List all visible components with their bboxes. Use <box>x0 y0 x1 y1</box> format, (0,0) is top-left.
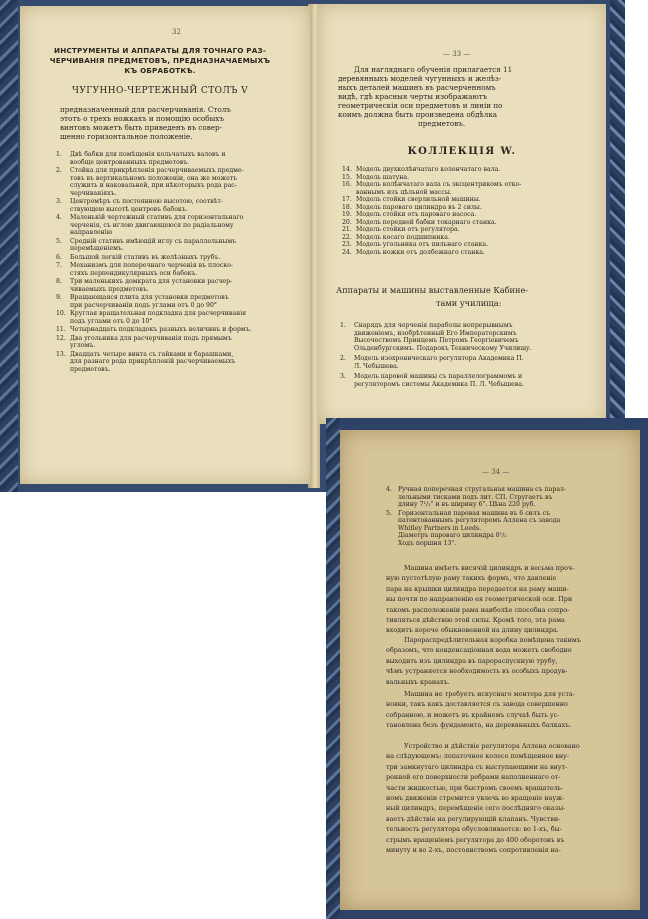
item-text-line: Дiаметръ пароваго цилиндра 8¹/₂ <box>398 532 507 539</box>
paragraph-line: ный цилиндръ, перемѣщенiе сего послѣдняго оказы- <box>386 804 566 813</box>
model-text: Модель косаго подшипника. <box>356 233 450 241</box>
list-item <box>56 335 296 350</box>
paragraph-line: на слѣдующемъ: лопаточное колесо помѣщенное вну- <box>386 752 570 761</box>
item-text-line: Ручная поперечная стругальная машина съ парал- <box>398 486 567 493</box>
item-text-line: Большой легкiй стативъ въ желѣзныхъ трубъ. <box>70 253 221 261</box>
item-number: 5. <box>386 509 392 517</box>
left-intro-line-1: предназначенный для расчерчиванiя. Столъ <box>60 105 231 114</box>
third-page <box>340 430 640 910</box>
item-text-line: Круглая вращательная подкладка для расчерчиванiя <box>70 310 247 317</box>
left-intro-line-3: винтовъ можетъ быть приведенъ въ совер- <box>60 123 223 132</box>
apparatus-text-line: Высочествомъ Принцемъ Петромъ Георгiевичемъ <box>354 337 519 344</box>
item-text-line: Горизонтальная паровая машина въ 6 силъ съ <box>398 509 551 517</box>
list-item <box>340 322 602 352</box>
model-number: 18. <box>342 203 352 211</box>
list-item <box>56 254 296 262</box>
apparatus-text-line: Модель паровой машины съ параллелограммомъ и <box>354 373 523 380</box>
collection-title: КОЛЛЕКЦIЯ W. <box>407 146 517 157</box>
item-text-line: лельными тисками подъ лит. СП. Стругаетъ въ <box>398 493 553 501</box>
model-number: 21. <box>342 226 352 233</box>
paragraph-line: такомъ расположенiи рама наиболѣе способна сопро- <box>386 605 570 614</box>
item-text-line: ствующею высотѣ центровъ бабокъ. <box>70 205 188 213</box>
list-item <box>342 249 602 257</box>
item-number: 6. <box>56 253 62 261</box>
model-number: 22. <box>342 233 352 241</box>
item-text-line: Вращающаяся плита для установки предметовъ <box>70 294 229 301</box>
list-item <box>56 214 296 237</box>
item-text-line: служить и наковальней, при нѣкоторыхъ рода рас- <box>70 182 237 189</box>
paragraph-line: ренней его поверхности ребрами наполненнаго от- <box>386 773 561 782</box>
item-text-line: товъ въ вертикальномъ положенiи, она же можетъ <box>70 174 238 182</box>
model-number: 23. <box>342 241 352 248</box>
list-item <box>340 355 602 370</box>
paragraph-line: ваетъ дѣйствiе на регулирующiй клапанъ. Чувстви- <box>386 814 561 823</box>
left-items-list <box>56 151 296 374</box>
paragraph-line: стрымъ вращенiемъ регулятора до 400 оборотовъ въ <box>386 835 565 844</box>
item-text-line: для разнаго рода прикрѣпленiй расчерчиваемыхъ <box>70 358 236 365</box>
item-text-line: Два угольника для расчерчиванiя подъ прямымъ <box>70 334 232 342</box>
paragraph-line: три замкнутаго цилиндра съ выступающими на внут- <box>386 762 568 771</box>
item-text-line: Ходъ поршня 13". <box>398 539 457 547</box>
model-text: Модель ножки отъ долбежнаго станка. <box>356 248 485 256</box>
left-intro-line-2: этотъ о трехъ ножкахъ и помощiю особыхъ <box>60 114 224 123</box>
paragraph-line: выходить изъ цилиндра въ парораспускную трубу, <box>386 656 558 665</box>
third-items-list <box>386 486 636 548</box>
paragraph-line: вальныхъ кранахъ. <box>386 677 450 686</box>
third-page-number: — 34 — <box>482 468 510 476</box>
paragraph-line: тивляться дѣйствiю этой силы. Кромѣ того, эта рама <box>386 616 565 624</box>
apparatus-text-line: движенiемъ, изобрѣтенный Его Императорскимъ <box>354 329 517 337</box>
left-heading-line-3: КЪ ОБРАБОТКѢ. <box>124 66 196 75</box>
item-text-line: Три маленькихъ домкрата для установки расчер- <box>70 278 233 285</box>
list-item <box>56 262 296 277</box>
model-text: Модель стойки отъ регулятора. <box>356 226 460 233</box>
left-subheading: ЧУГУННО-ЧЕРТЕЖНЫЙ СТОЛЪ V <box>71 86 248 96</box>
list-item <box>56 198 296 213</box>
right-intro-line-1: Для нагляднаго обученiя прилагается 11 <box>354 65 513 74</box>
paragraph-line: тановлена безъ фундамента, на деревянныхъ балкахъ. <box>386 721 572 730</box>
list-item <box>342 226 602 234</box>
apparatus-number: 2. <box>340 355 346 362</box>
right-intro-line-4: видѣ, гдѣ красныя черты изображаютъ <box>338 92 488 101</box>
list-item <box>342 166 602 174</box>
left-heading-line-1: ИНСТРУМЕНТЫ И АППАРАТЫ ДЛЯ ТОЧНАГО РАЗ- <box>53 46 267 55</box>
apparatus-number: 1. <box>340 322 346 329</box>
list-item <box>56 294 296 309</box>
apparatus-text-line: Модель изохроническаго регулятора Академика П. <box>354 355 524 362</box>
cover-edge-left <box>0 0 18 492</box>
item-text-line: черчиванiяхъ. <box>70 189 117 197</box>
item-number: 5. <box>56 237 62 245</box>
model-text: Модель передней бабки токарнаго станка. <box>356 218 497 226</box>
paragraph-line: ную пустотѣлую раму такихъ формъ, что давленiе <box>386 574 557 583</box>
model-text: Модель колѣнчатаго вала съ эксцентрикомъ отко- <box>356 181 522 188</box>
paragraph-line: Машина не требуетъ искуснаго монтера для уста- <box>404 690 575 698</box>
model-text: Модель двухколѣнчатаго коленчатаго вала. <box>356 166 501 173</box>
apparatus-number: 3. <box>340 373 346 380</box>
list-item <box>56 351 296 374</box>
item-text-line: Средній стативъ имѣющiй иглу съ параллельнымъ <box>70 237 237 245</box>
list-item <box>342 189 602 197</box>
item-number: 1. <box>56 151 62 158</box>
item-text-line: патентованнымъ регуляторомъ Аллена съ завода <box>398 517 561 524</box>
paragraph-line: образомъ, что конденсацiонная вода можетъ свободно <box>386 646 572 655</box>
left-page-number: 32 <box>172 28 181 36</box>
item-number: 10. <box>56 310 66 317</box>
item-text-line: подъ углами отъ 0 до 10° <box>70 317 153 325</box>
paragraph-line: минуту и во 2-хъ, постоянствомъ сопротивленiя на- <box>386 846 561 854</box>
models-list <box>342 166 602 256</box>
apparatus-text-line: Снарядъ для черченiя параболы непрерывнымъ <box>354 322 513 329</box>
list-item <box>342 211 602 219</box>
item-text-line: Четырнадцать подкладокъ разныхъ величинъ и формъ. <box>70 326 252 333</box>
apparatus-text-line: Л. Чебышева. <box>354 362 399 370</box>
list-item <box>56 238 296 253</box>
list-item <box>342 241 602 249</box>
model-text: Модель угольника отъ пильнаго станка. <box>356 241 489 248</box>
model-text: Модель пароваго цилиндра въ 2 силы. <box>356 203 482 211</box>
paragraph-line: входитъ короче обыкновенной на длину цилиндра. <box>386 626 559 635</box>
left-heading-line-2: ЧЕРЧИВАНIЯ ПРЕДМЕТОВЪ, ПРЕДНАЗНАЧАЕМЫХЪ <box>49 56 271 65</box>
paragraph-line: собранною, и можетъ въ крайнемъ случаѣ быть ус- <box>386 710 560 719</box>
item-text-line: Whitley Partners in Leeds. <box>398 524 482 532</box>
model-text: Модель стойки сверлильной машины. <box>356 196 481 203</box>
item-text-line: Двѣ бабки для помѣщенiя кольчатыхъ валовъ и <box>70 151 226 158</box>
paragraph-line: Устройство и дѣйствiе регулятора Аллена основано <box>404 742 580 750</box>
item-text-line: угломъ. <box>70 342 96 349</box>
paragraph-line: части жидкостью, при быстромъ своемъ вращатель- <box>386 783 564 792</box>
item-text-line: черченiя, съ иглою двигающеюся по радiальному <box>70 221 234 229</box>
paragraph-line: новки, такъ какъ доставляется съ завода совершенно <box>386 700 568 709</box>
section-title-line-1: Аппараты и машины выставленные Кабине- <box>336 285 529 295</box>
item-text-line: Механизмъ для поперечнаго черченiя въ плоско- <box>70 262 233 269</box>
item-text-line: направленiю <box>70 229 113 236</box>
paragraph-line: Парораспредѣлительная коробка помѣщена такимъ <box>404 636 581 644</box>
model-text: Модель шатуна. <box>356 173 410 181</box>
paragraph-line: номъ движенiи стремится увлечь во вращенiе науж- <box>386 794 565 802</box>
apparatus-text-line: Ольденбургскимъ. Подарокъ Техническому Училищу. <box>354 344 532 352</box>
list-item <box>56 278 296 293</box>
item-number: 4. <box>56 214 62 221</box>
model-number: 16. <box>342 181 352 188</box>
model-number: 14. <box>342 166 352 173</box>
apparatus-text-line: регуляторомъ системы Академика П. Л. Чебышева. <box>354 380 524 388</box>
item-text-line: вообще центрованныхъ предметовъ. <box>70 158 190 166</box>
list-item <box>386 510 636 548</box>
item-number: 7. <box>56 262 62 269</box>
right-intro-line-5: геометрическiя оси предметовъ и линiи по <box>338 101 503 110</box>
right-intro-line-7: предметовъ. <box>418 119 466 128</box>
list-item <box>342 204 602 212</box>
item-text-line: Стойка для прикрѣпленiя расчерчиваемыхъ предме- <box>70 167 244 174</box>
model-number: 19. <box>342 211 352 218</box>
paragraph-line: ны почти по направленiю ея геометрической оси. При <box>386 595 573 604</box>
item-number: 2. <box>56 167 62 174</box>
paragraph-line: чѣмъ устраняется необходимость въ особыхъ продув- <box>386 667 568 676</box>
list-item <box>386 486 636 509</box>
list-item <box>56 167 296 197</box>
list-item <box>342 174 602 182</box>
section-title-line-2: тами училища: <box>436 298 502 308</box>
item-text-line: предметовъ. <box>70 365 111 373</box>
item-number: 4. <box>386 486 392 493</box>
third-page-scan <box>326 418 648 919</box>
list-item <box>56 151 296 166</box>
item-number: 8. <box>56 278 62 285</box>
item-text-line: чиваемыхъ предметовъ. <box>70 285 149 293</box>
item-number: 9. <box>56 294 62 301</box>
list-item <box>342 234 602 242</box>
item-number: 12. <box>56 334 66 342</box>
list-item <box>56 310 296 325</box>
right-page <box>318 4 606 424</box>
model-number: 20. <box>342 218 352 226</box>
list-item <box>342 181 602 189</box>
paragraph-line: Машина имѣетъ висячiй цилиндръ и весьма проч- <box>404 564 575 572</box>
item-number: 13. <box>56 350 66 358</box>
apparatus-list <box>340 322 602 391</box>
list-item <box>340 373 602 388</box>
item-text-line: Маленькiй чертежный стативъ для горизонтальнаго <box>70 214 244 221</box>
item-number: 11. <box>56 326 66 333</box>
paragraph-line: пара на крышки цилиндра передается на раму маши- <box>386 584 569 593</box>
right-intro-line-6: коимъ должна быть произведена обдѣлка <box>338 110 498 119</box>
third-page-cover-edge <box>326 418 340 919</box>
item-text-line: длину 7¹/₂" и въ ширину 6". Цѣна 220 руб. <box>398 501 536 508</box>
right-intro-line-2: деревянныхъ моделей чугунныхъ и желѣз- <box>338 74 502 83</box>
model-text: ваннымъ изъ цѣльной массы. <box>356 188 452 196</box>
right-intro-line-3: ныхъ деталей машинъ въ расчерченномъ <box>338 83 496 92</box>
left-intro-line-4: шенно горизонтальное положенiе. <box>60 132 193 141</box>
item-text-line: стяхъ перпендикулярныхъ оси бабокъ. <box>70 269 198 277</box>
model-number: 15. <box>342 173 352 181</box>
item-text-line: Двадцать четыре винта съ гайками и барашками, <box>70 350 234 358</box>
list-item <box>342 219 602 227</box>
list-item <box>56 326 296 334</box>
left-page <box>20 6 310 484</box>
paragraph-line: тельность регулятора обусловливается: во 1-хъ, бы- <box>386 825 562 834</box>
item-text-line: при расчерчиванiи подъ углами отъ 0 до 90° <box>70 301 217 309</box>
list-item <box>342 196 602 204</box>
model-number: 17. <box>342 196 352 203</box>
item-text-line: перемѣщенiемъ. <box>70 245 124 252</box>
model-number: 24. <box>342 248 352 256</box>
item-number: 3. <box>56 198 62 205</box>
item-text-line: Центромѣръ съ постоянною высотою, соотвѣт- <box>70 198 223 205</box>
model-text: Модель стойки отъ пароваго насоса. <box>356 211 477 218</box>
right-page-number: — 33 — <box>443 50 471 58</box>
